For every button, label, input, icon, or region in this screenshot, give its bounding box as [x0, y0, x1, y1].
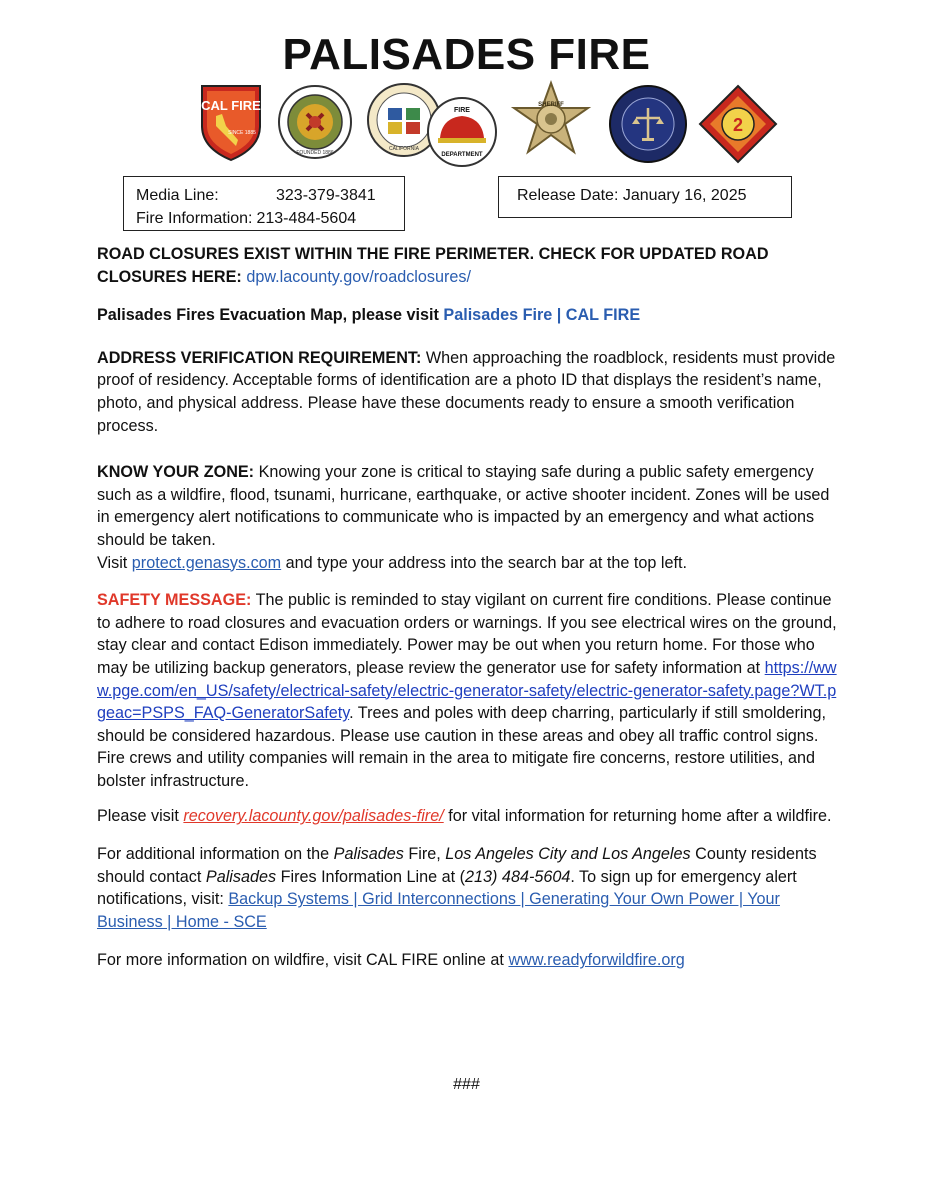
lafd-logo: [277, 84, 353, 160]
page-title: PALISADES FIRE: [282, 30, 651, 79]
cal-fire-map-link[interactable]: Palisades Fire | CAL FIRE: [443, 306, 641, 325]
svg-text:CALIFORNIA: CALIFORNIA: [388, 146, 420, 152]
road-closures-heading: ROAD CLOSURES EXIST WITHIN THE FIRE PERIMETER. CHECK FOR UPDATED ROAD CLOSURES HERE:: [97, 245, 769, 286]
ready-for-wildfire-link[interactable]: www.readyforwildfire.org: [508, 951, 685, 970]
recovery-paragraph: [97, 805, 842, 828]
media-contact-box: [123, 176, 405, 231]
additional-info-paragraph: [97, 843, 842, 933]
address-verification-body: When approaching the roadblock, residents must provide proof of residency. Acceptable forms of identification are a photo ID that displays the resident’s name, photo, and physical address. Please have these documents ready to ensure a smooth verification process.: [97, 348, 836, 435]
additional-text-6: . To sign up for emergency alert notifications, visit:: [97, 867, 797, 909]
fire-info-number: 213-484-5604: [256, 210, 357, 227]
fire-info-row: [136, 207, 392, 230]
pge-generator-link[interactable]: https://www.pge.com/en_US/safety/electrical-safety/electric-generator-safety/electric-generator-safety.page?WT.pgeac=PSPS_FAQ-GeneratorSafety: [97, 658, 837, 723]
media-line-number: 323-379-3841: [276, 187, 376, 204]
know-your-zone-paragraph: [97, 461, 842, 574]
svg-text:2: 2: [732, 115, 744, 135]
address-verification-heading: ADDRESS VERIFICATION REQUIREMENT:: [97, 348, 422, 367]
recovery-link[interactable]: recovery.lacounty.gov/palisades-fire/: [183, 807, 444, 826]
additional-italic-4: 213: [465, 867, 493, 886]
svg-text:FIRE: FIRE: [454, 107, 470, 114]
road-closures-paragraph: [97, 243, 842, 288]
safety-message-paragraph: [97, 589, 842, 792]
agency-logos: [0, 80, 933, 180]
know-your-zone-body: Knowing your zone is critical to staying safe during a public safety emergency such as a wildfire, flood, tsunami, hurricane, earthquake, or active shooter incident. Zones will be used in emergency alert notifications to communicate who is impacted by an emergency and what actions should be taken.: [97, 463, 830, 549]
svg-text:SHERIFF: SHERIFF: [538, 102, 564, 108]
release-body: [97, 243, 842, 972]
additional-italic-1: Palisades: [333, 845, 404, 864]
zone-visit-text: Visit: [97, 553, 128, 572]
release-date-box: Release Date: January 16, 2025: [498, 176, 792, 218]
wildfire-info-text: For more information on wildfire, visit CAL FIRE online at: [97, 951, 504, 970]
additional-italic-2: Los Angeles City and Los Angeles: [445, 845, 691, 864]
end-mark: ###: [453, 1076, 480, 1093]
safety-message-after: . Trees and poles with deep charring, particularly if still smoldering, should be considered hazardous. Please use caution in these areas and obey all traffic control signs. Fire crews and utility companies will remain in the area to mitigate fire concerns, restore utilities, and bolster infrastructure.: [97, 704, 826, 790]
evacuation-map-paragraph: [97, 304, 842, 327]
fire-info-label: Fire Information:: [136, 210, 253, 227]
la-county-fire-logo: [426, 96, 498, 168]
svg-text:SINCE 1885: SINCE 1885: [228, 130, 256, 136]
safety-message-body: The public is reminded to stay vigilant on current fire conditions. Please continue to adhere to road closures and evacuation orders or warnings. If you see electrical wires on the ground, stay clear and contact Edison immediately. Power may be out when you return home. For those who may be utilizing backup generators, please review the generator use for safety information at: [97, 591, 837, 677]
road-closures-link[interactable]: dpw.lacounty.gov/roadclosures/: [246, 267, 471, 286]
genasys-link[interactable]: protect.genasys.com: [131, 553, 282, 572]
recovery-after: for vital information for returning home after a wildfire.: [448, 807, 832, 826]
cal-fire-logo: [198, 82, 264, 162]
svg-text:FOUNDED 1886: FOUNDED 1886: [296, 150, 334, 156]
svg-text:DEPARTMENT: DEPARTMENT: [441, 152, 483, 158]
additional-text-2: Fire,: [408, 845, 441, 864]
additional-text-3: County residents should contact: [97, 845, 817, 886]
additional-text-4: Fires Information Line at (: [280, 867, 466, 886]
svg-text:CAL FIRE: CAL FIRE: [201, 98, 261, 113]
media-line-row: [136, 184, 392, 207]
media-line-label: Media Line:: [136, 187, 219, 204]
sce-link[interactable]: Backup Systems | Grid Interconnections | Generating Your Own Power | Your Business | Home - SCE: [97, 890, 780, 931]
lapd-seal-logo: [608, 84, 688, 164]
evacuation-map-text: Palisades Fires Evacuation Map, please visit: [97, 306, 439, 325]
zone-after-text: and type your address into the search bar at the top left.: [285, 553, 687, 572]
recovery-before: Please visit: [97, 807, 179, 826]
sheriff-star-logo: [508, 80, 594, 166]
wildfire-info-paragraph: [97, 949, 842, 972]
additional-text-5: ) 484-5604: [492, 867, 571, 886]
additional-text-1: For additional information on the: [97, 845, 330, 864]
address-verification-paragraph: [97, 347, 842, 437]
safety-message-heading: SAFETY MESSAGE:: [97, 591, 252, 610]
additional-italic-3: Palisades: [205, 867, 277, 886]
fire-station-badge-logo: [698, 84, 778, 164]
know-your-zone-heading: KNOW YOUR ZONE:: [97, 463, 255, 482]
